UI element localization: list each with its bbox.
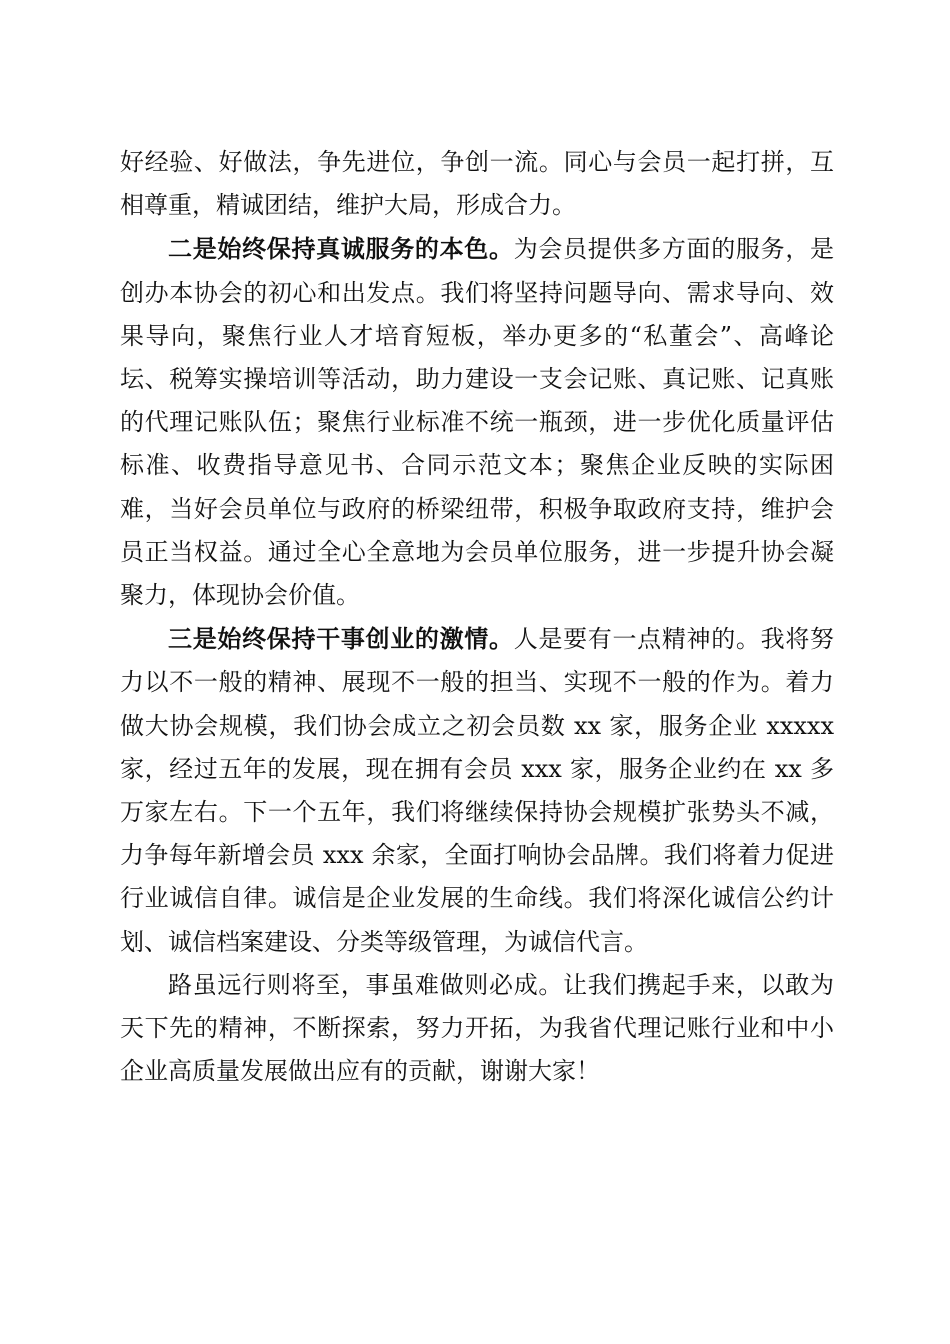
paragraph-lead: 二是始终保持真诚服务的本色。 (168, 234, 514, 264)
paragraph-point-two (120, 227, 834, 617)
paragraph-text: 人是要有一点精神的。我将努力以不一般的精神、展现不一般的担当、实现不一般的作为。着力做大协会规模，我们协会成立之初会员数 xx 家，服务企业 xxxxx 家，经过五年的发展，现在拥有会员 xxx 家，服务企业约在 xx 多万家左右。下一个五年，我们将继续保持协会规模扩张势头不减，力争每年新增会员 xxx 余家，全面打响协会品牌。我们将着力促进行业诚信自律。诚信是企业发展的生命线。我们将深化诚信公约计划、诚信档案建设、分类等级管理，为诚信代言。 (120, 625, 835, 956)
paragraph-lead: 三是始终保持干事创业的激情。 (168, 624, 514, 654)
document-body (120, 141, 834, 1093)
paragraph-text: 为会员提供多方面的服务，是创办本协会的初心和出发点。我们将坚持问题导向、需求导向、效果导向，聚焦行业人才培育短板，举办更多的“私董会”、高峰论坛、税筹实操培训等活动，助力建设一支会记账、真记账、记真账的代理记账队伍；聚焦行业标准不统一瓶颈，进一步优化质量评估标准、收费指导意见书、合同示范文本；聚焦企业反映的实际困难，当好会员单位与政府的桥梁纽带，积极争取政府支持，维护会员正当权益。通过全心全意地为会员单位服务，进一步提升协会凝聚力，体现协会价值。 (120, 235, 835, 610)
paragraph-text: 路虽远行则将至，事虽难做则必成。让我们携起手来，以敢为天下先的精神，不断探索，努力开拓，为我省代理记账行业和中小企业高质量发展做出应有的贡献，谢谢大家！ (120, 970, 834, 1086)
paragraph-closing (120, 964, 834, 1094)
paragraph-point-three (120, 617, 834, 964)
paragraph-text: 好经验、好做法，争先进位，争创一流。同心与会员一起打拼，互相尊重，精诚团结，维护大局，形成合力。 (120, 148, 834, 220)
paragraph-continuation (120, 141, 834, 227)
